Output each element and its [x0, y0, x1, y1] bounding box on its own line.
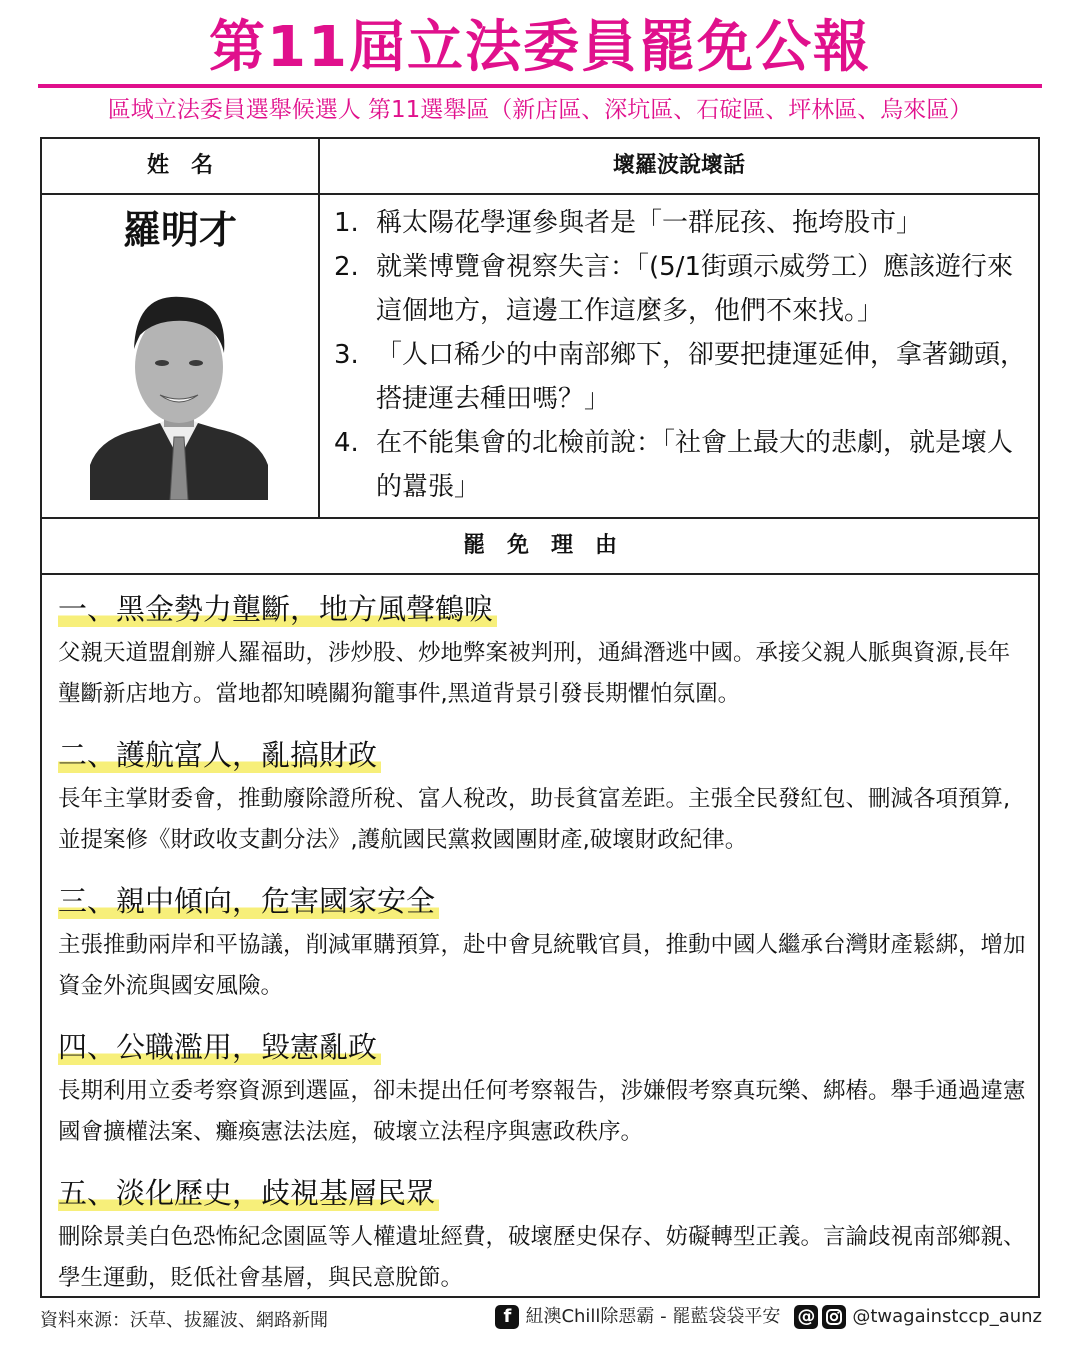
threads-icon[interactable]: @	[794, 1305, 818, 1329]
instagram-icon[interactable]	[822, 1305, 846, 1329]
candidate-name: 羅明才	[122, 208, 237, 252]
reason-title: 三、親中傾向，危害國家安全	[58, 877, 439, 925]
reasons-header: 罷 免 理 由	[462, 533, 617, 558]
quote-item	[334, 201, 1034, 245]
recall-reasons	[58, 585, 1028, 1315]
quote-item	[334, 421, 1034, 509]
reason-title: 一、黑金勢力壟斷，地方風聲鶴唳	[58, 585, 497, 633]
bulletin-table	[40, 137, 1040, 1298]
quote-text: 在不能集會的北檢前說：「社會上最大的悲劇，就是壞人的囂張」	[376, 428, 1014, 502]
quote-number: 3.	[334, 340, 359, 370]
facebook-icon[interactable]: f	[495, 1305, 519, 1329]
quote-list	[334, 201, 1034, 509]
quote-item	[334, 245, 1034, 333]
reason-title: 五、淡化歷史，歧視基層民眾	[58, 1169, 439, 1217]
table-divider	[42, 573, 1038, 575]
quote-number: 1.	[334, 208, 359, 238]
reason-section	[58, 1023, 1028, 1153]
reason-section	[58, 585, 1028, 715]
page-title: 第11屆立法委員罷免公報	[209, 15, 871, 80]
name-column-header: 姓 名	[146, 153, 213, 178]
source-note: 資料來源：沃草、拔羅波、網路新聞	[40, 1310, 328, 1331]
reason-body: 主張推動兩岸和平協議，削減軍購預算，赴中會見統戰官員，推動中國人繼承台灣財產鬆綁，增加資金外流與國安風險。	[58, 932, 1026, 999]
candidate-photo	[90, 287, 268, 500]
social-handle[interactable]: @twagainstccp_aunz	[852, 1306, 1042, 1327]
table-divider	[42, 193, 1038, 195]
title-divider	[38, 84, 1042, 88]
quote-number: 2.	[334, 252, 359, 282]
page-subtitle: 區域立法委員選舉候選人 第11選舉區（新店區、深坑區、石碇區、坪林區、烏來區）	[107, 97, 973, 123]
quote-number: 4.	[334, 428, 359, 458]
reason-body: 父親天道盟創辦人羅福助，涉炒股、炒地弊案被判刑，通緝潛逃中國。承接父親人脈與資源,長年壟斷新店地方。當地都知曉關狗籠事件,黑道背景引發長期懼怕氛圍。	[58, 640, 1011, 707]
reason-title: 四、公職濫用，毀憲亂政	[58, 1023, 381, 1071]
reason-body: 刪除景美白色恐怖紀念園區等人權遺址經費，破壞歷史保存、妨礙轉型正義。言論歧視南部鄉親、學生運動，貶低社會基層，與民意脫節。	[58, 1224, 1026, 1291]
column-divider	[318, 139, 320, 519]
facebook-page-label[interactable]: 紐澳Chill除惡霸 - 罷藍袋袋平安	[525, 1306, 781, 1327]
quote-text: 「人口稀少的中南部鄉下，卻要把捷運延伸，拿著鋤頭，搭捷運去種田嗎？」	[376, 340, 1027, 414]
reason-body: 長期利用立委考察資源到選區，卻未提出任何考察報告，涉嫌假考察真玩樂、綁樁。舉手通過違憲國會擴權法案、癱瘓憲法法庭，破壞立法程序與憲政秩序。	[58, 1078, 1026, 1145]
social-links	[495, 1304, 1042, 1330]
quote-text: 就業博覽會視察失言：「(5/1街頭示威勞工）應該遊行來這個地方，這邊工作這麼多，他們不來找。」	[376, 252, 1013, 326]
quote-text: 稱太陽花學運參與者是「一群屁孩、拖垮股市」	[376, 208, 923, 238]
reason-section	[58, 1169, 1028, 1299]
reason-body: 長年主掌財委會，推動廢除證所稅、富人稅改，助長貧富差距。主張全民發紅包、刪減各項預算,並提案修《財政收支劃分法》,護航國民黨救國團財產,破壞財政紀律。	[58, 786, 1011, 853]
reason-section	[58, 877, 1028, 1007]
quotes-column-header: 壞羅波說壞話	[612, 153, 745, 178]
reason-section	[58, 731, 1028, 861]
reason-title: 二、護航富人，亂搞財政	[58, 731, 381, 779]
quote-item	[334, 333, 1034, 421]
